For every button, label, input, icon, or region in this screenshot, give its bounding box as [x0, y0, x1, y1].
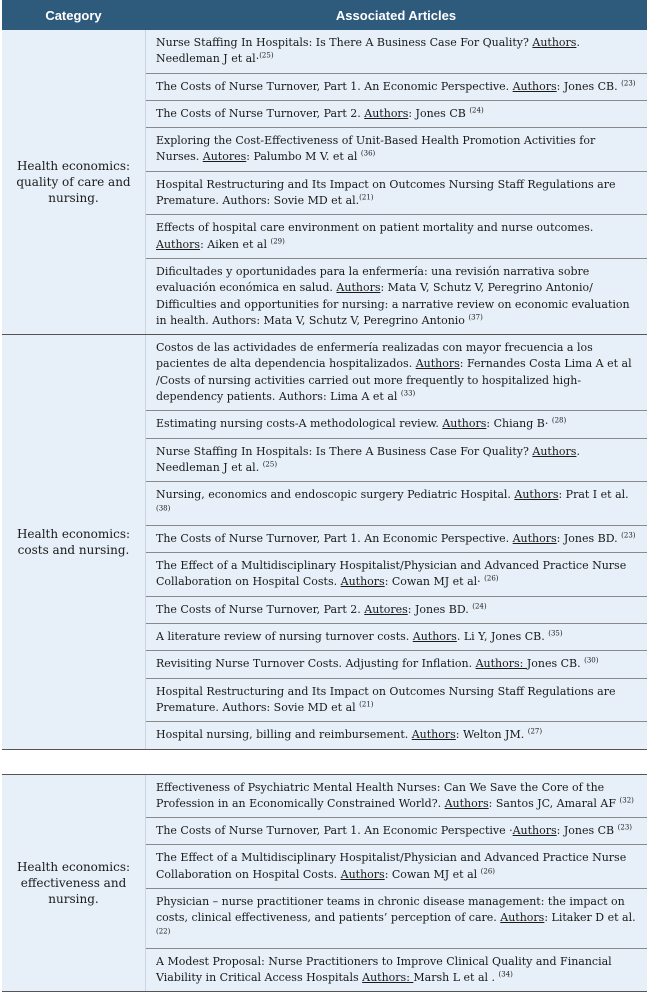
article-entry — [146, 74, 647, 101]
article-authors: : Fernandes Costa Lima A et al /Costs of nursing activities carried out more frequently to hospitalized high-dependency patients. Authors: Lima A et al — [156, 357, 632, 403]
article-title: Hospital nursing, billing and reimbursement. — [156, 728, 412, 741]
reference-number: (35) — [548, 629, 562, 637]
authors-label: Autores — [364, 603, 407, 616]
reference-number: (29) — [270, 237, 284, 245]
authors-label: Authors — [445, 797, 489, 810]
authors-label: Authors — [513, 80, 557, 93]
article-title: Nurse Staffing In Hospitals: Is There A Business Case For Quality? — [156, 445, 532, 458]
article-authors: : Welton JM. — [456, 728, 528, 741]
reference-number: (33) — [401, 389, 415, 397]
article-authors: : Mata V, Schutz V, Peregrino Antonio/ Difficulties and opportunities for nursing: a narrative review on economic evaluation in health. Authors: Mata V, Schutz V, Peregrino Antonio — [156, 281, 630, 327]
articles-cell — [145, 775, 647, 992]
article-entry — [146, 651, 647, 678]
article-entry — [146, 482, 647, 526]
reference-number: (24) — [469, 106, 483, 114]
article-title: Estimating nursing costs-A methodological review. — [156, 417, 442, 430]
reference-number: (21) — [359, 700, 373, 708]
reference-number: (21) — [359, 193, 373, 201]
article-title: A Modest Proposal: Nurse Practitioners to Improve Clinical Quality and Financial Viability in Critical Access Hospitals — [156, 955, 612, 984]
reference-number: (22) — [156, 927, 170, 935]
authors-label: Authors — [532, 445, 576, 458]
article-title: Exploring the Cost-Effectiveness of Unit-Based Health Promotion Activities for Nurses. — [156, 134, 595, 163]
article-entry — [146, 259, 647, 334]
article-authors: : Jones CB — [408, 107, 469, 120]
category-group — [2, 334, 647, 748]
reference-number: (37) — [468, 313, 482, 321]
article-title: Revisiting Nurse Turnover Costs. Adjusting for Inflation. — [156, 657, 476, 670]
authors-label: Autores — [203, 150, 246, 163]
category-cell: Health economics: quality of care and nursing. — [2, 30, 145, 334]
reference-number: (24) — [472, 602, 486, 610]
authors-label: Authors — [341, 575, 385, 588]
category-group — [2, 774, 647, 992]
category-cell: Health economics: costs and nursing. — [2, 335, 145, 748]
table-header — [2, 0, 647, 30]
article-title: Effectiveness of Psychiatric Mental Health Nurses: Can We Save the Core of the Profession in an Economically Constrained World?. — [156, 781, 604, 810]
category-header: Category — [2, 8, 145, 23]
authors-label: Authors — [413, 630, 457, 643]
authors-label: Authors — [412, 728, 456, 741]
authors-label: Authors: — [362, 971, 413, 984]
article-authors: : Litaker D et al. — [544, 911, 635, 924]
article-title: The Costs of Nurse Turnover, Part 2. — [156, 603, 364, 616]
article-entry — [146, 889, 647, 949]
article-title: Dificultades y oportunidades para la enfermería: una revisión narrativa sobre evaluación económica en salud. — [156, 265, 589, 294]
article-entry — [146, 624, 647, 651]
article-authors: . Needleman J et al. — [156, 445, 580, 474]
article-entry — [146, 172, 647, 216]
article-title: Costos de las actividades de enfermería realizadas con mayor frecuencia a los pacientes de alta dependencia hospitalizados. — [156, 341, 593, 370]
reference-number: (36) — [361, 150, 375, 158]
article-authors: : Palumbo M V. et al — [246, 150, 361, 163]
reference-number: (27) — [528, 728, 542, 736]
article-title: The Costs of Nurse Turnover, Part 2. — [156, 107, 364, 120]
article-entry — [146, 335, 647, 411]
article-authors: : Jones BD. — [557, 532, 621, 545]
authors-label: Authors — [336, 281, 380, 294]
article-entry — [146, 128, 647, 172]
authors-label: Authors — [156, 238, 200, 251]
reference-number: (23) — [621, 531, 635, 539]
article-entry — [146, 775, 647, 819]
article-authors: . Li Y, Jones CB. — [457, 630, 548, 643]
reference-number: (26) — [484, 575, 498, 583]
article-entry — [146, 101, 647, 128]
article-authors: : Aiken et al — [200, 238, 270, 251]
authors-label: Authors — [364, 107, 408, 120]
table-body — [2, 30, 647, 992]
article-entry — [146, 215, 647, 259]
articles-table — [2, 0, 647, 992]
reference-number: (23) — [621, 79, 635, 87]
category-cell: Health economics: effectiveness and nursing. — [2, 775, 145, 992]
article-entry — [146, 411, 647, 438]
article-authors: : Jones CB. — [557, 80, 621, 93]
article-title: Hospital Restructuring and Its Impact on Outcomes Nursing Staff Regulations are Premature. Authors: Sovie MD et al. — [156, 178, 616, 207]
authors-label: Authors — [442, 417, 486, 430]
article-entry — [146, 818, 647, 845]
article-title: Effects of hospital care environment on patient mortality and nurse outcomes. — [156, 221, 593, 234]
article-entry — [146, 30, 647, 74]
article-title: The Effect of a Multidisciplinary Hospitalist/Physician and Advanced Practice Nurse Collaboration on Hospital Costs. — [156, 559, 626, 588]
article-entry — [146, 679, 647, 723]
category-group — [2, 30, 647, 334]
article-authors: : Jones CB — [557, 824, 618, 837]
reference-number: (26) — [481, 867, 495, 875]
article-authors: : Prat I et al. — [558, 488, 628, 501]
article-authors: . Needleman J et al· — [156, 36, 580, 65]
authors-label: Authors — [416, 357, 460, 370]
article-title: Nursing, economics and endoscopic surgery Pediatric Hospital. — [156, 488, 514, 501]
articles-cell — [145, 30, 647, 334]
articles-cell — [145, 335, 647, 748]
reference-number: (34) — [499, 971, 513, 979]
article-title: A literature review of nursing turnover costs. — [156, 630, 413, 643]
article-entry — [146, 845, 647, 889]
article-title: The Costs of Nurse Turnover, Part 1. An Economic Perspective. — [156, 532, 513, 545]
authors-label: Authors: — [476, 657, 527, 670]
authors-label: Authors — [514, 488, 558, 501]
article-authors: Jones CB. — [527, 657, 584, 670]
authors-label: Authors — [500, 911, 544, 924]
reference-number: (30) — [584, 657, 598, 665]
reference-number: (25) — [263, 460, 277, 468]
article-title: Physician – nurse practitioner teams in chronic disease management: the impact on costs, clinical effectiveness, and patients’ perception of care. — [156, 895, 625, 924]
article-entry — [146, 722, 647, 748]
article-title: The Costs of Nurse Turnover, Part 1. An Economic Perspective. — [156, 80, 513, 93]
reference-number: (38) — [156, 504, 170, 512]
article-entry — [146, 949, 647, 992]
article-entry — [146, 553, 647, 597]
article-title: Hospital Restructuring and Its Impact on Outcomes Nursing Staff Regulations are Premature. Authors: Sovie MD et al — [156, 685, 616, 714]
article-authors: : Chiang B· — [486, 417, 551, 430]
authors-label: Authors — [513, 532, 557, 545]
article-authors: : Cowan MJ et al· — [385, 575, 484, 588]
reference-number: (28) — [552, 417, 566, 425]
article-title: Nurse Staffing In Hospitals: Is There A Business Case For Quality? — [156, 36, 532, 49]
article-entry — [146, 526, 647, 553]
reference-number: (32) — [620, 796, 634, 804]
article-authors: : Santos JC, Amaral AF — [489, 797, 620, 810]
article-title: The Costs of Nurse Turnover, Part 1. An Economic Perspective · — [156, 824, 513, 837]
reference-number: (25) — [259, 52, 273, 60]
group-spacer — [2, 749, 647, 774]
article-authors: : Jones BD. — [408, 603, 472, 616]
authors-label: Authors — [532, 36, 576, 49]
authors-label: Authors — [513, 824, 557, 837]
articles-header: Associated Articles — [145, 8, 647, 23]
article-authors: : Cowan MJ et al — [385, 868, 481, 881]
authors-label: Authors — [341, 868, 385, 881]
article-entry — [146, 597, 647, 624]
article-title: The Effect of a Multidisciplinary Hospitalist/Physician and Advanced Practice Nurse Collaboration on Hospital Costs. — [156, 851, 626, 880]
article-authors: Marsh L et al . — [413, 971, 498, 984]
reference-number: (23) — [618, 823, 632, 831]
article-entry — [146, 439, 647, 483]
